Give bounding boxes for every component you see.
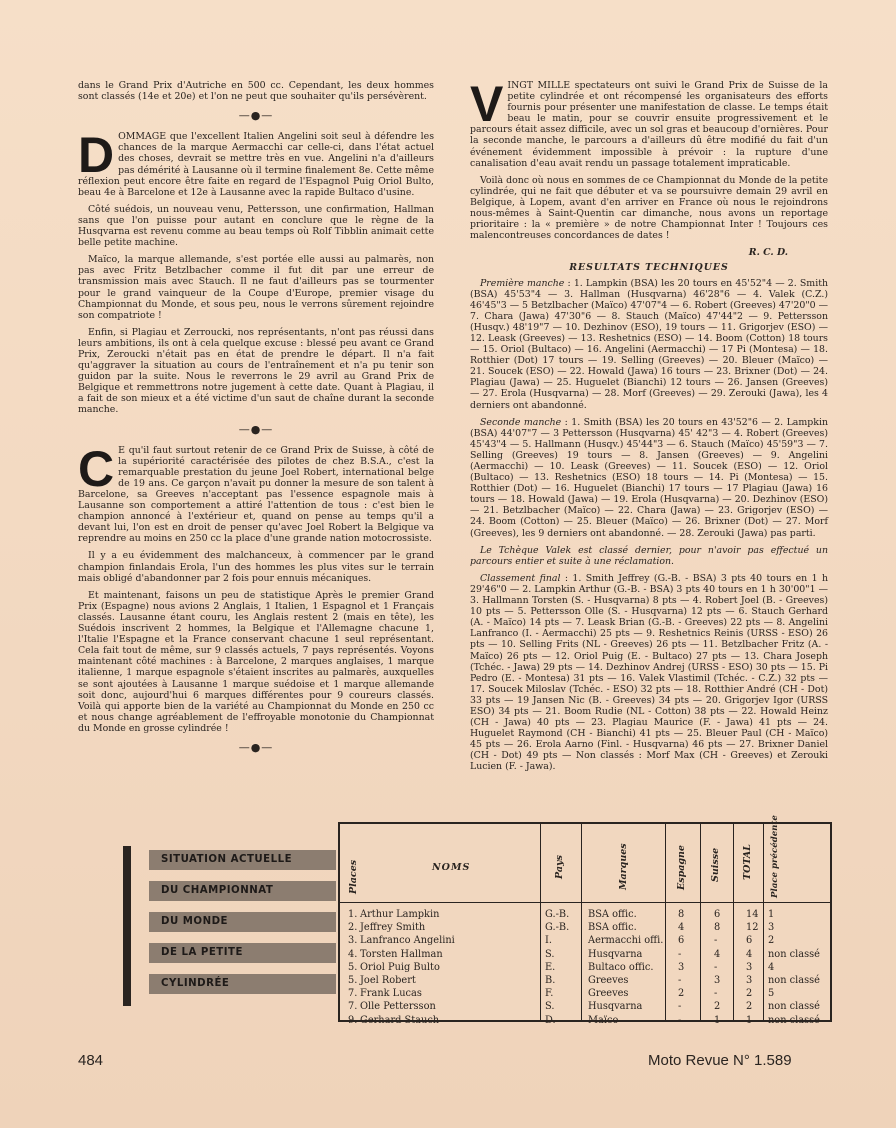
table-row <box>340 948 834 961</box>
vingt-text: INGT MILLE spectateurs ont suivi le Grand Prix de Suisse de la petite cylindrée et ont récompensé les organisateurs des efforts fournis pour présenter une manifestation de classe. Le temps était beau le matin, pour se couvrir ensuite progressivement et le parcours était assez difficile, avec un sol gras et beaucoup d'ornières. Pour la seconde manche, le parcours a d'ailleurs dû être modifié du fait d'un événement évidemment impossible à prévoir : la rupture d'une canalisation d'eau avait rendu un passage totalement impraticable. <box>470 80 828 169</box>
header-total: TOTAL <box>742 844 753 880</box>
cell-prev: non classé <box>768 948 820 960</box>
header-noms: NOMS <box>432 862 471 873</box>
final-paragraph <box>470 573 828 773</box>
cell-name: Frank Lucas <box>360 988 422 1000</box>
table-row <box>340 1000 834 1013</box>
right-column <box>470 76 829 779</box>
header-place-precedente: Place précédente <box>770 815 780 898</box>
title-line: DU MONDE <box>149 912 336 932</box>
cell-tot: 4 <box>746 948 753 960</box>
cell-tot: 6 <box>746 935 753 947</box>
table-row <box>340 934 834 947</box>
cell-prev: 4 <box>768 961 775 973</box>
cell-esp: 4 <box>678 922 685 934</box>
voila-paragraph: Voilà donc où nous en sommes de ce Championnat du Monde de la petite cylindrée, qui ne fait que débuter et va se poursuivre demain 29 avril en Belgique, à Lopem, avant d'en arriver en France où nous le rejoindrons nous-mêmes à Saint-Quentin car dimanche, nous avons un reportage prioritaire : la « première » de notre Championnat Inter ! Toujours ces malencontreuses concordances de dates ! <box>470 174 828 242</box>
cell-n: 2. <box>348 922 358 934</box>
table-row <box>340 987 834 1000</box>
cell-prev: 1 <box>768 909 775 920</box>
ce-paragraph <box>78 440 434 545</box>
cell-name: Torsten Hallman <box>360 948 443 960</box>
cell-marque: Greeves <box>588 988 629 1000</box>
cell-tot: 3 <box>746 961 753 973</box>
cell-tot: 12 <box>746 922 759 934</box>
cell-pays: D. <box>545 1014 556 1026</box>
header-espagne: Espagne <box>676 845 687 890</box>
cell-prev: non classé <box>768 1001 820 1013</box>
cell-pays: F. <box>545 988 554 1000</box>
cell-n: 9. <box>348 1014 358 1026</box>
cell-name: Oriol Puig Bulto <box>360 961 440 973</box>
cell-esp: 6 <box>678 935 685 947</box>
cell-esp: 8 <box>678 909 685 920</box>
signature: R. C. D. <box>748 247 788 259</box>
title-line: DE LA PETITE <box>149 943 336 963</box>
header-suisse: Suisse <box>710 847 721 882</box>
cell-n: 4. <box>348 948 358 960</box>
manche1-text: : 1. Lampkin (BSA) les 20 tours en 45'52"4 — 2. Smith (BSA) 45'53"4 — 3. Hallman (Husqvarna) 46'28"6 — 4. Valek (C.Z.) 46'45"3 — 5 Betzlbacher (Maïco) 47'07"4 — 6. Robert (Greeves) 47'20"0 — 7. Chara (Jawa) 47'30"6 — 8. Stauch (Maïco) 47'44"2 — 9. Pettersson (Husqv.) 48'19"7 — 10. Dezhinov (ESO), 19 tours — 11. Grigorjev (ESO) — 12. Leask (Greeves) — 13. Reshetnics (ESO) — 14. Boom (Cotton) 18 tours — 15. Oriol (Bultaco) — 16. Angelini (Aermacchi) — 17 Pi (Montesa) — 18. Rotthier (Dot) 17 tours — 19. Selling (Greeves) — 20. Bleuer (Maïco) — 21. Soucek (ESO) — 22. Howald (Jawa) 16 tours — 23. Brixner (Dot) — 24. Plagiau (Jawa) — 25. Huguelet (Bianchi) 12 tours — 26. Jansen (Greeves) — 27. Erola (Husqvarna) — 28. Morf (Greeves) — 29. Zerouki (Jawa), les 4 derniers ont abandonné. <box>470 277 829 411</box>
cell-prev: 5 <box>768 988 775 1000</box>
cell-tot: 3 <box>746 975 753 986</box>
title-line: CYLINDRÉE <box>149 974 336 994</box>
cell-esp: - <box>678 975 682 986</box>
maico-paragraph: Maïco, la marque allemande, s'est portée elle aussi au palmarès, non pas avec Fritz Betzlbacher comme il fut dit par une erreur de transmission mais avec Stauch. Il ne faut d'ailleurs pas se tourmenter pour le grand vainqueur de la Coupe d'Europe, premier visage du Championnat du Monde, et sous peu, nous le verrons sûrement rejoindre son compatriote ! <box>78 254 434 321</box>
cell-marque: BSA offic. <box>588 922 637 934</box>
cell-esp: - <box>678 948 682 960</box>
cell-name: Joel Robert <box>360 975 416 986</box>
cell-marque: Husqvarna <box>588 948 643 960</box>
cell-sui: 4 <box>714 948 721 960</box>
dommage-text: OMMAGE que l'excellent Italien Angelini soit seul à défendre les chances de la marque Aermacchi car celle-ci, dans l'état actuel des choses, devrait se mettre très en vue. Angelini n'a d'ailleurs pas démérité à Lausanne où il termine finalement 8e. Cette même réflexion peut encore être faite en regard de l'Espagnol Puig Oriol Bulto, beau 4e à Barcelone et 12e à Lausanne avec la rapide Bultaco d'usine. <box>78 131 434 198</box>
valek-note: Le Tchèque Valek est classé dernier, pour n'avoir pas effectué un parcours entier et suite à une réclamation. <box>470 544 828 567</box>
cell-pays: S. <box>545 1001 555 1013</box>
cell-name: Olle Pettersson <box>360 1001 436 1013</box>
cell-n: 7. <box>348 988 358 1000</box>
cell-tot: 2 <box>746 1001 753 1013</box>
cell-pays: G.-B. <box>545 909 570 920</box>
cell-pays: S. <box>545 948 555 960</box>
drop-cap-d: D <box>78 127 115 184</box>
manche2-label: Seconde manche <box>480 416 562 428</box>
final-text: : 1. Smith Jeffrey (G.-B. - BSA) 3 pts 40 tours en 1 h 29'46"0 — 2. Lampkin Arthur (G.-B. - BSA) 3 pts 40 tours en 1 h 30'00"1 — 3. Hallmann Torsten (S. - Husqvarna) 8 pts — 4. Robert Joel (B. - Greeves) 10 pts — 5. Pettersson Olle (S. - Husqvarna) 12 pts — 6. Stauch Gerhard (A. - Maïco) 14 pts — 7. Leask Brian (G.-B. - Greeves) 22 pts — 8. Angelini Lanfranco (I. - Aermacchi) 25 pts — 9. Reshetnics Reinis (URSS - ESO) 26 pts — 10. Selling Frits (NL - Greeves) 26 pts — 11. Betzlbacher Fritz (A. - Maïco) 26 pts — 12. Oriol Puig (E. - Bultaco) 27 pts — 13. Chara Joseph (Tchéc. - Jawa) 29 pts — 14. Dezhinov Andrej (URSS - ESO) 30 pts — 15. Pi Pedro (E. - Montesa) 31 pts — 16. Valek Vlastimil (Tchéc. - C.Z.) 32 pts — 17. Soucek Miloslav (Tchéc. - ESO) 32 pts — 18. Rotthier André (CH - Dot) 33 pts — 19 Jansen Nic (B. - Greeves) 34 pts — 20. Grigorjev Igor (URSS ESO) 34 pts — 21. Boom Rudie (NL - Cotton) 38 pts — 22. Howald Heinz (CH - Jawa) 40 pts — 23. Plagiau Maurice (F. - Jawa) 41 pts — 24. Huguelet Raymond (CH - Bianchi) 41 pts — 25. Bleuer Paul (CH - Maïco) 45 pts — 26. Erola Aarno (Finl. - Husqvarna) 46 pts — 27. Brixner Daniel (CH - Dot) 49 pts — Non classés : Morf Max (CH - Greeves) et Zerouki Lucien (F. - Jawa). <box>470 572 829 773</box>
cell-marque: Maïco <box>588 1014 619 1026</box>
vingt-paragraph <box>470 76 828 169</box>
table-row <box>340 908 834 921</box>
results-title: RESULTATS TECHNIQUES <box>569 262 729 274</box>
cell-n: 5. <box>348 961 358 973</box>
manche1-label: Première manche <box>480 277 565 289</box>
suedois-paragraph: Côté suédois, un nouveau venu, Pettersson, une confirmation, Hallman sans que l'on puisse pour autant en conclure que le règne de la Husqvarna est revenu comme au beau temps où Rolf Tibblin animait cette belle petite machine. <box>78 203 434 249</box>
header-pays: Pays <box>554 855 565 879</box>
cell-pays: E. <box>545 961 556 973</box>
cell-sui: 2 <box>714 1001 721 1013</box>
cell-sui: 6 <box>714 909 721 920</box>
cell-n: 5. <box>348 975 358 986</box>
cell-sui: - <box>714 988 718 1000</box>
drop-cap-v: V <box>470 76 504 132</box>
cell-tot: 14 <box>746 909 759 920</box>
left-column <box>78 80 434 763</box>
manche1-paragraph <box>470 278 828 411</box>
manche2-paragraph <box>470 417 828 539</box>
cell-marque: Husqvarna <box>588 1001 643 1013</box>
table-row <box>340 961 834 974</box>
ce-text: E qu'il faut surtout retenir de ce Grand Prix de Suisse, à côté de la supériorité caractérisée des pilotes de chez B.S.A., c'est la remarquable prestation du jeune Joel Robert, international belge de 19 ans. Ce garçon n'avait pu donner la mesure de son talent à Barcelone, sa Greeves n'acceptant pas l'essence espagnole mais à Lausanne son comportement a attiré l'attention de tous : c'est bien le champion annoncé à l'extérieur et, quand on pense au temps qu'il a devant lui, l'on est en droit de penser qu'avec Joel Robert la Belgique va reprendre au moins en 250 cc la place d'une grande nation motocrossiste. <box>78 444 434 545</box>
cell-prev: non classé <box>768 1014 820 1026</box>
cell-marque: Bultaco offic. <box>588 961 654 973</box>
plagiau-paragraph: Enfin, si Plagiau et Zerroucki, nos représentants, n'ont pas réussi dans leurs ambitions, ils ont à cela quelque excuse : blessé peu avant ce Grand Prix, Zeroucki n'était pas en état de prendre le départ. Il n'a fait qu'aggraver la situation au cours de l'entraînement et n'a pu tenir son guidon par la suite. Nous le reverrons le 29 avril au Grand Prix de Belgique et remmettrons notre jugement à cette date. Quant à Plagiau, il a fait de son mieux et a été victime d'un saut de chaîne durant la seconde manche. <box>78 326 434 416</box>
table-row <box>340 974 834 987</box>
cell-sui: 8 <box>714 922 721 934</box>
malchanceux-paragraph: Il y a eu évidemment des malchanceux, à commencer par le grand champion finlandais Erola, l'un des hommes les plus vites sur le terrain mais obligé d'abandonner par 2 fois pour ennuis mécaniques. <box>78 550 434 584</box>
cell-marque: Greeves <box>588 975 629 986</box>
standings-table <box>338 815 832 1026</box>
table-row <box>340 921 834 934</box>
cell-name: Gerhard Stauch <box>360 1014 440 1026</box>
cell-name: Jeffrey Smith <box>360 922 426 934</box>
title-box-bar <box>123 846 131 1006</box>
magazine-issue: Moto Revue N° 1.589 <box>648 1052 792 1069</box>
cell-prev: non classé <box>768 975 820 986</box>
cell-sui: - <box>714 935 718 947</box>
championship-title-box <box>123 846 336 1006</box>
header-marques: Marques <box>618 843 629 890</box>
drop-cap-c: C <box>78 440 115 497</box>
manche2-text: : 1. Smith (BSA) les 20 tours en 43'52"6 — 2. Lampkin (BSA) 44'07"7 — 3 Pettersson (Husqvarna) 45' 42"3 — 4. Robert (Greeves) 45'43"4 — 5. Hallmann (Husqv.) 45'44"3 — 6. Stauch (Maïco) 45'59"3 — 7. Selling (Greeves) 19 tours — 8. Jansen (Greeves) — 9. Angelini (Aermacchi) — 10. Leask (Greeves) — 11. Soucek (ESO) — 12. Oriol (Bultaco) — 13. Reshetnics (ESO) 18 tours — 14. Pi (Montesa) — 15. Rotthier (Dot) — 16. Huguelet (Bianchi) 17 tours — 17 Plagiau (Jawa) 16 tours — 18. Howald (Jawa) — 19. Erola (Husqvarna) — 20. Dezhinov (ESO) — 21. Betzlbacher (Maïco) — 22. Chara (Jawa) — 23. Grigorjev (ESO) — 24. Boom (Cotton) — 25. Bleuer (Maïco) — 26. Brixner (Dot) — 27. Morf (Greeves), les 9 derniers ont abandonné. — 28. Zerouki (Jawa) pas parti. <box>470 416 829 539</box>
cell-marque: Aermacchi offi. <box>588 935 664 947</box>
cell-tot: 2 <box>746 988 753 1000</box>
cell-esp: 3 <box>678 961 685 973</box>
cell-sui: 1 <box>714 1014 721 1026</box>
cell-marque: BSA offic. <box>588 909 637 920</box>
title-line: SITUATION ACTUELLE <box>149 850 336 870</box>
statistique-paragraph: Et maintenant, faisons un peu de statistique Après le premier Grand Prix (Espagne) nous avions 2 Anglais, 1 Italien, 1 Espagnol et 1 Français classés. Lausanne étant couru, les Anglais restent 2 (mais en tête), les Suédois inscrivent 2 hommes, la Belgique et l'Allemagne chacune 1, l'Italie l'Espagne et la France conservant chacune 1 seul représentant. Cela fait tout de même, sur 9 classés actuels, 7 pays représentés. Voyons maintenant côté machines : à Barcelone, 2 marques anglaises, 1 marque italienne, 1 marque espagnole s'étaient inscrites au palmarès, auxquelles se sont ajoutées à Lausanne 1 marque suédoise et 1 marque allemande soit donc, aujourd'hui 6 marques différentes pour 9 coureurs classés. Voilà qui apporte bien de la variété au Championnat du Monde en 250 cc et nous change agréablement de l'effroyable monotonie du Championnat du Monde en grosse cylindrée ! <box>78 589 434 734</box>
separator: —●— <box>238 740 274 754</box>
cell-n: 3. <box>348 935 358 947</box>
cell-esp: 2 <box>678 988 685 1000</box>
cell-sui: 3 <box>714 975 721 986</box>
separator: —●— <box>238 422 274 436</box>
cell-tot: 1 <box>746 1014 753 1026</box>
cell-n: 7. <box>348 1001 358 1013</box>
title-line: DU CHAMPIONNAT <box>149 881 336 901</box>
cell-esp: - <box>678 1001 682 1013</box>
dommage-paragraph <box>78 127 434 198</box>
page-number: 484 <box>78 1052 104 1069</box>
cell-name: Arthur Lampkin <box>360 909 440 920</box>
cell-pays: B. <box>545 975 556 986</box>
cell-n: 1. <box>348 909 358 920</box>
intro-paragraph: dans le Grand Prix d'Autriche en 500 cc. Cependant, les deux hommes sont classés (14e et 20e) et l'on ne peut que souhaiter qu'ils persévèrent. <box>78 80 434 103</box>
cell-name: Lanfranco Angelini <box>360 935 455 947</box>
cell-sui: - <box>714 961 718 973</box>
cell-pays: I. <box>545 935 552 947</box>
separator: —●— <box>238 109 274 123</box>
cell-prev: 3 <box>768 922 775 934</box>
table-row <box>340 1014 834 1027</box>
header-places: Places <box>348 859 359 894</box>
cell-prev: 2 <box>768 935 775 947</box>
cell-esp: - <box>678 1014 682 1026</box>
cell-pays: G.-B. <box>545 922 570 934</box>
final-label: Classement final <box>480 572 561 584</box>
